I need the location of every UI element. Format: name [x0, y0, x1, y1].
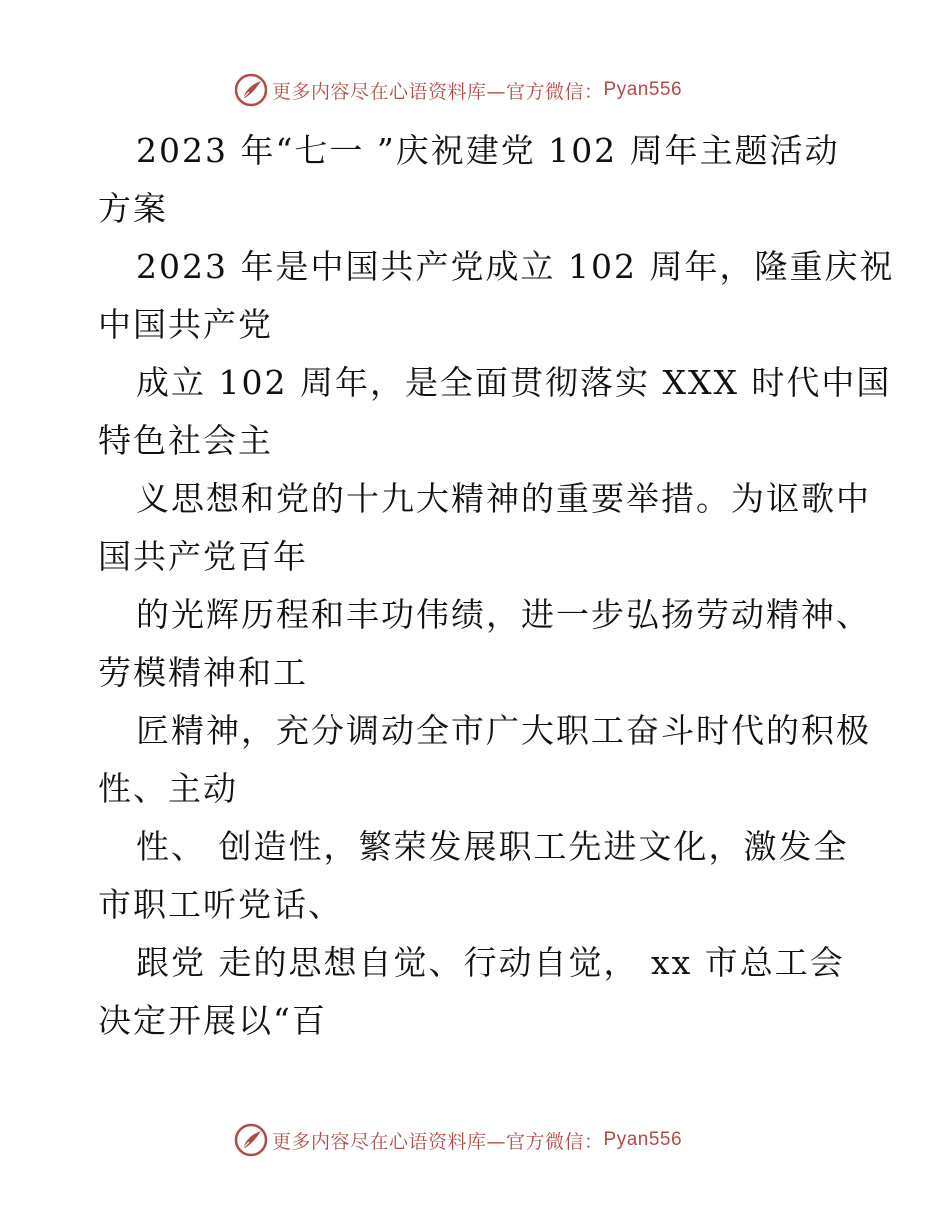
watermark-id: Pyan556 — [603, 1129, 683, 1150]
text-line: 决定开展以“百 — [98, 1001, 327, 1040]
text-line: 2023 年是中国共产党成立 102 周年，隆重庆祝 — [136, 247, 895, 286]
text-line: 性、 创造性，繁荣发展职工先进文化，激发全 — [136, 827, 849, 866]
text-line: 劳模精神和工 — [98, 653, 308, 692]
text-line: 义思想和党的十九大精神的重要举措。为讴歌中 — [136, 479, 871, 518]
text-line: 的光辉历程和丰功伟绩，进一步弘扬劳动精神、 — [136, 595, 871, 634]
watermark-text: 更多内容尽在心语资料库—官方微信： — [272, 1130, 604, 1153]
text-line: 特色社会主 — [98, 421, 273, 460]
watermark-id: Pyan556 — [603, 79, 683, 100]
title-line-2: 方案 — [98, 189, 168, 228]
text-line: 匠精神，充分调动全市广大职工奋斗时代的积极 — [136, 711, 871, 750]
watermark-text: 更多内容尽在心语资料库—官方微信： — [272, 80, 604, 103]
footer-watermark — [234, 1122, 682, 1158]
document-body — [98, 122, 895, 1050]
header-watermark — [234, 72, 682, 108]
text-line: 成立 102 周年，是全面贯彻落实 XXX 时代中国 — [136, 363, 892, 402]
quill-logo-icon — [234, 1123, 268, 1157]
title-line-1: 2023 年“七一 ”庆祝建党 102 周年主题活动 — [136, 131, 840, 170]
text-line: 中国共产党 — [98, 305, 273, 344]
text-line: 市职工听党话、 — [98, 885, 343, 924]
text-line: 国共产党百年 — [98, 537, 308, 576]
text-line: 跟党 走的思想自觉、行动自觉， xx 市总工会 — [136, 943, 845, 982]
quill-logo-icon — [234, 73, 268, 107]
text-line: 性、主动 — [98, 769, 238, 808]
